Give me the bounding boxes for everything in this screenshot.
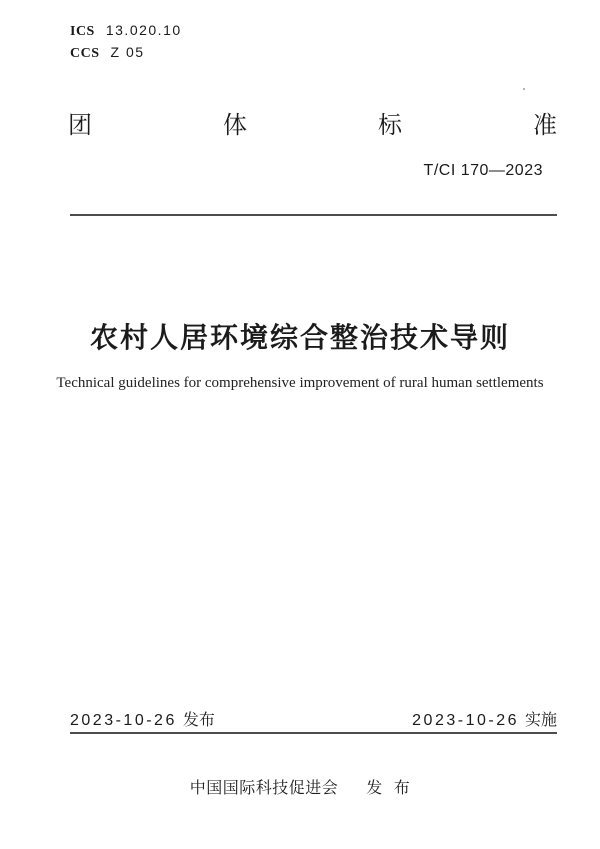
doc-type-char-4: 准 [533,112,557,139]
issue-date-group [70,711,215,730]
ccs-code-line [70,42,182,64]
ics-label: ICS [70,24,95,39]
document-title-zh: 农村人居环境综合整治技术导则 [89,322,510,353]
document-title-en: Technical guidelines for comprehensive improvement of rural human settlements [56,375,544,391]
implement-date-label: 实施 [524,712,557,729]
ics-code-value: 13.020.10 [105,22,182,38]
issue-date: 2023-10-26 [70,712,177,729]
standard-number: T/CI 170—2023 [423,162,543,179]
footer-rule [70,732,557,734]
classification-codes [70,20,182,64]
scan-artifact-speck [523,88,525,90]
publisher-row [43,775,557,798]
doc-type-char-1: 团 [68,112,92,139]
header-rule [70,214,557,216]
ics-code-line [70,20,182,42]
doc-type-char-3: 标 [378,112,402,139]
ccs-label: CCS [70,46,100,61]
issue-date-label: 发布 [182,712,215,729]
implement-date-group [412,711,557,730]
ccs-code-value: Z 05 [110,44,145,60]
doc-type-title [68,114,557,138]
dates-row [70,711,557,730]
implement-date: 2023-10-26 [412,712,519,729]
publish-action-label: 发 布 [366,780,411,797]
doc-type-char-2: 体 [223,112,247,139]
publisher-name: 中国国际科技促进会 [189,780,339,797]
